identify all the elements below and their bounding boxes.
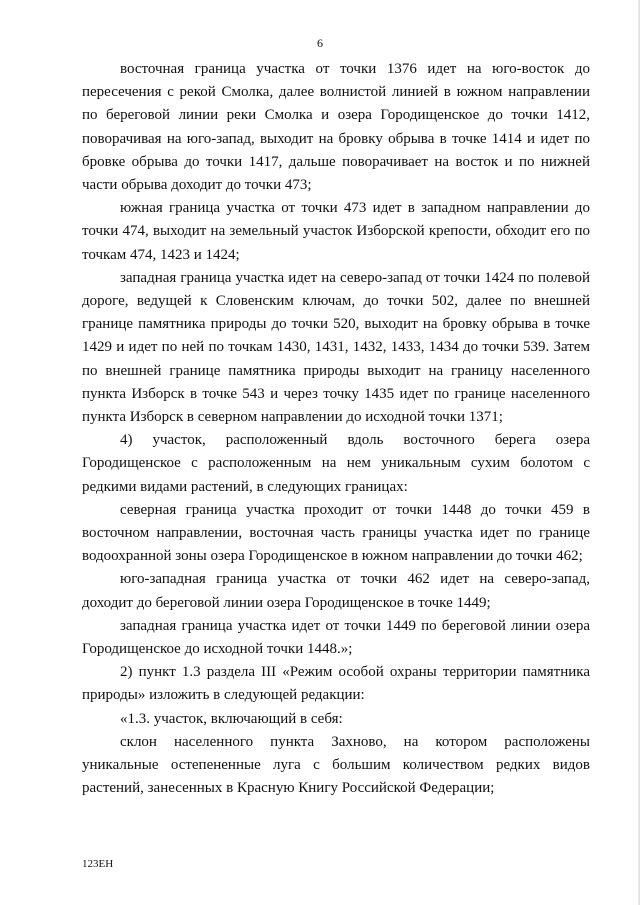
paragraph-clause-2: 2) пункт 1.3 раздела III «Режим особой охраны территории памятника природы» изложить в следующей редакции: bbox=[82, 664, 590, 704]
paragraph-southwest-boundary-plot-4: юго-западная граница участка от точки 462 идет на северо-запад, доходит до береговой линии озера Городищенское в точке 1449; bbox=[82, 571, 590, 611]
document-code: 123ЕН bbox=[82, 858, 114, 870]
paragraph-zakhnovo-slope: склон населенного пункта Захново, на котором расположены уникальные остепененные луга с большим количеством редких видов растений, занесенных в Красную Книгу Российской Федерации; bbox=[82, 733, 590, 797]
document-body bbox=[82, 58, 590, 801]
paragraph-south-boundary: южная граница участка от точки 473 идет в западном направлении до точки 474, выходит на земельный участок Изборской крепости, обходит его по точкам 474, 1423 и 1424; bbox=[82, 200, 590, 263]
paragraph-west-boundary-plot-4: западная граница участка идет от точки 1449 по береговой линии озера Городищенское до исходной точки 1448.»; bbox=[82, 617, 590, 658]
paragraph-east-boundary: восточная граница участка от точки 1376 идет на юго-восток до пересечения с рекой Смолка, далее волнистой линией в южном направлении по береговой линии реки Смолка и озера Городищенское до точки 1412, поворачивая на юго-запад, выходит на бровку обрыва в точке 1414 и идет по бровке обрыва до точки 1417, дальше поворачивает на восток и по нижней части обрыва доходит до точки 473; bbox=[82, 61, 590, 194]
paragraph-clause-1-3: «1.3. участок, включающий в себя: bbox=[120, 710, 343, 727]
paragraph-plot-4: 4) участок, расположенный вдоль восточного берега озера Городищенское с расположенным на нем уникальным сухим болотом с редкими видами растений, в следующих границах: bbox=[82, 432, 590, 495]
paragraph-west-boundary: западная граница участка идет на северо-запад от точки 1424 по полевой дороге, ведущей к Словенским ключам, до точки 502, далее по внешней границе памятника природы до точки 520, выходит на бровку обрыва в точке 1429 и идет по ней по точкам 1430, 1431, 1432, 1433, 1434 до точки 539. Затем по внешней границе памятника природы выходит на границу населенного пункта Изборск в точке 543 и через точку 1435 идет по границе населенного пункта Изборск в северном направлении до исходной точки 1371; bbox=[82, 269, 590, 426]
page-number: 6 bbox=[317, 36, 323, 50]
paragraph-north-boundary-plot-4: северная граница участка проходит от точки 1448 до точки 459 в восточном направлении, восточная часть границы участка идет по границе водоохранной зоны озера Городищенское в южном направлении до точки 462; bbox=[82, 501, 590, 565]
